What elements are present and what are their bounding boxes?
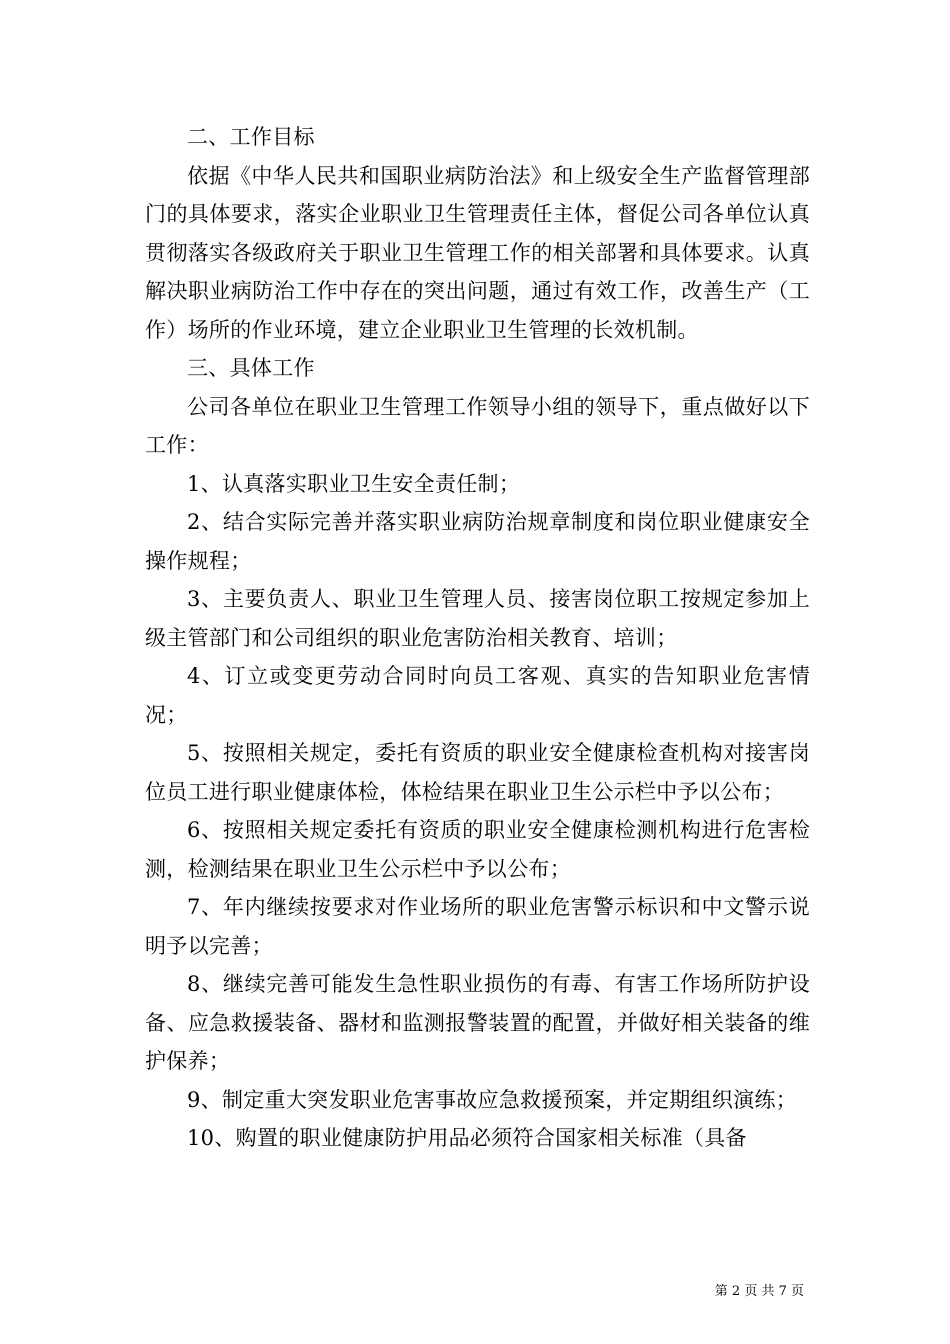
list-item: 2、结合实际完善并落实职业病防治规章制度和岗位职业健康安全操作规程； (145, 510, 810, 573)
list-item: 7、年内继续按要求对作业场所的职业危害警示标识和中文警示说明予以完善； (145, 895, 810, 958)
section-heading-goals: 二、工作目标 (187, 125, 315, 149)
document-body (145, 118, 810, 1158)
list-item: 8、继续完善可能发生急性职业损伤的有毒、有害工作场所防护设备、应急救援装备、器材和监测报警装置的配置，并做好相关装备的维护保养； (145, 972, 810, 1073)
list-item: 10、购置的职业健康防护用品必须符合国家相关标准（具备 (187, 1126, 747, 1150)
page-number-footer: 第 2 页 共 7 页 (714, 1284, 804, 1299)
list-item: 5、按照相关规定，委托有资质的职业安全健康检查机构对接害岗位员工进行职业健康体检，体检结果在职业卫生公示栏中予以公布； (145, 741, 810, 804)
list-item: 6、按照相关规定委托有资质的职业安全健康检测机构进行危害检测，检测结果在职业卫生公示栏中予以公布； (145, 818, 810, 881)
list-item: 4、订立或变更劳动合同时向员工客观、真实的告知职业危害情况； (145, 664, 810, 727)
list-item: 1、认真落实职业卫生安全责任制； (187, 471, 521, 496)
paragraph-goals: 依据《中华人民共和国职业病防治法》和上级安全生产监督管理部门的具体要求，落实企业职业卫生管理责任主体，督促公司各单位认真贯彻落实各级政府关于职业卫生管理工作的相关部署和具体要求。认真解决职业病防治工作中存在的突出问题，通过有效工作，改善生产（工作）场所的作业环境，建立企业职业卫生管理的长效机制。 (145, 163, 810, 342)
section-heading-tasks: 三、具体工作 (187, 356, 315, 380)
list-item: 3、主要负责人、职业卫生管理人员、接害岗位职工按规定参加上级主管部门和公司组织的职业危害防治相关教育、培训； (145, 587, 810, 650)
list-item: 9、制定重大突发职业危害事故应急救援预案，并定期组织演练； (187, 1087, 798, 1112)
paragraph-tasks-intro: 公司各单位在职业卫生管理工作领导小组的领导下，重点做好以下工作： (145, 394, 810, 457)
